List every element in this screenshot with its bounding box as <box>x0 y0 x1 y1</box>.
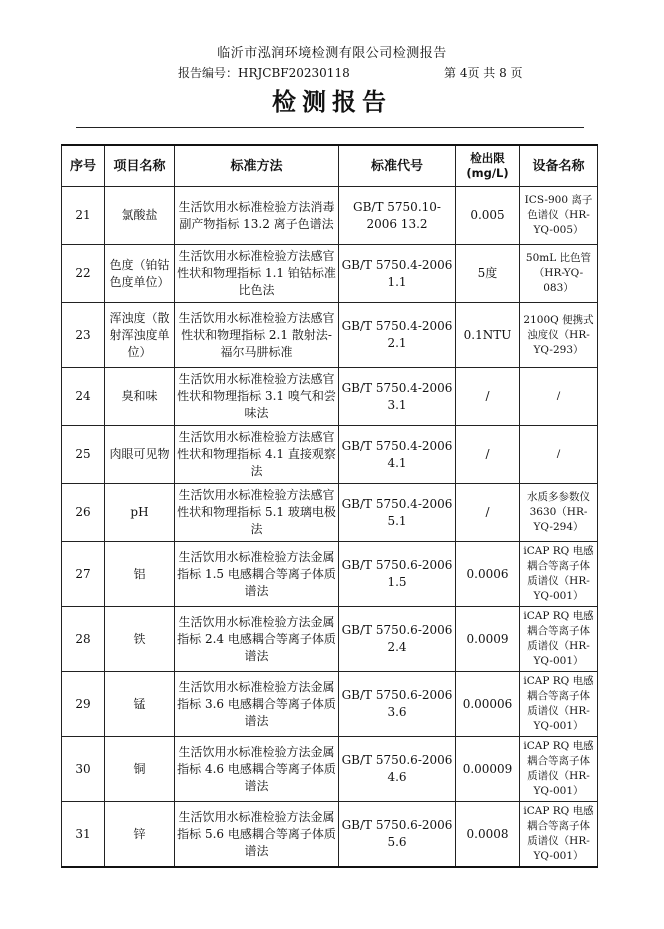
cell-limit: 0.005 <box>456 187 520 245</box>
cell-limit: / <box>456 426 520 484</box>
cell-equipment: iCAP RQ 电感耦合等离子体质谱仪（HR-YQ-001） <box>520 607 598 672</box>
table-row <box>62 737 598 802</box>
cell-no: 23 <box>62 303 105 368</box>
cell-code: GB/T 5750.4-2006 2.1 <box>339 303 456 368</box>
cell-code: GB/T 5750.6-2006 2.4 <box>339 607 456 672</box>
cell-no: 30 <box>62 737 105 802</box>
cell-method: 生活饮用水标准检验方法感官性状和物理指标 3.1 嗅气和尝味法 <box>175 368 339 426</box>
cell-limit: 0.0006 <box>456 542 520 607</box>
cell-item: 臭和味 <box>105 368 175 426</box>
cell-limit: 0.1NTU <box>456 303 520 368</box>
cell-item: pH <box>105 484 175 542</box>
cell-method: 生活饮用水标准检验方法金属指标 2.4 电感耦合等离子体质谱法 <box>175 607 339 672</box>
cell-method: 生活饮用水标准检验方法感官性状和物理指标 5.1 玻璃电极法 <box>175 484 339 542</box>
cell-limit: 0.0009 <box>456 607 520 672</box>
cell-equipment: iCAP RQ 电感耦合等离子体质谱仪（HR-YQ-001） <box>520 672 598 737</box>
report-number: 报告编号：HRJCBF20230118 <box>178 66 350 80</box>
cell-item: 铁 <box>105 607 175 672</box>
col-header-equipment: 设备名称 <box>520 145 598 187</box>
company-report-header: 临沂市泓润环境检测有限公司检测报告 <box>217 46 447 61</box>
cell-code: GB/T 5750.4-2006 4.1 <box>339 426 456 484</box>
cell-code: GB/T 5750.4-2006 3.1 <box>339 368 456 426</box>
cell-no: 31 <box>62 802 105 868</box>
table-row <box>62 426 598 484</box>
col-header-limit <box>456 145 520 187</box>
col-header-no: 序号 <box>62 145 105 187</box>
cell-method: 生活饮用水标准检验方法感官性状和物理指标 1.1 铂钴标准比色法 <box>175 245 339 303</box>
table-row <box>62 542 598 607</box>
table-row <box>62 245 598 303</box>
page-title: 检测报告 <box>272 88 392 116</box>
cell-code: GB/T 5750.6-2006 3.6 <box>339 672 456 737</box>
cell-limit: 0.00009 <box>456 737 520 802</box>
table-row <box>62 607 598 672</box>
cell-method: 生活饮用水标准检验方法消毒副产物指标 13.2 离子色谱法 <box>175 187 339 245</box>
table-row <box>62 303 598 368</box>
cell-item: 浑浊度（散射浑浊度单位） <box>105 303 175 368</box>
cell-item: 锰 <box>105 672 175 737</box>
col-header-item: 项目名称 <box>105 145 175 187</box>
cell-item: 锌 <box>105 802 175 868</box>
cell-item: 肉眼可见物 <box>105 426 175 484</box>
cell-no: 21 <box>62 187 105 245</box>
cell-item: 色度（铂钴色度单位） <box>105 245 175 303</box>
cell-no: 25 <box>62 426 105 484</box>
cell-code: GB/T 5750.4-2006 1.1 <box>339 245 456 303</box>
table-row <box>62 187 598 245</box>
cell-limit: 0.00006 <box>456 672 520 737</box>
cell-no: 22 <box>62 245 105 303</box>
table-row <box>62 802 598 868</box>
cell-method: 生活饮用水标准检验方法金属指标 3.6 电感耦合等离子体质谱法 <box>175 672 339 737</box>
page-number: 第 4页 共 8 页 <box>444 66 523 80</box>
cell-code: GB/T 5750.10-2006 13.2 <box>339 187 456 245</box>
cell-equipment: 50mL 比色管（HR-YQ-083） <box>520 245 598 303</box>
cell-method: 生活饮用水标准检验方法感官性状和物理指标 4.1 直接观察法 <box>175 426 339 484</box>
cell-limit: / <box>456 484 520 542</box>
cell-no: 27 <box>62 542 105 607</box>
cell-equipment: iCAP RQ 电感耦合等离子体质谱仪（HR-YQ-001） <box>520 802 598 868</box>
cell-equipment: 2100Q 便携式浊度仪（HR-YQ-293） <box>520 303 598 368</box>
cell-code: GB/T 5750.6-2006 5.6 <box>339 802 456 868</box>
cell-method: 生活饮用水标准检验方法金属指标 1.5 电感耦合等离子体质谱法 <box>175 542 339 607</box>
table-header-row <box>62 145 598 187</box>
cell-no: 24 <box>62 368 105 426</box>
cell-item: 氯酸盐 <box>105 187 175 245</box>
col-header-code: 标准代号 <box>339 145 456 187</box>
cell-method: 生活饮用水标准检验方法金属指标 4.6 电感耦合等离子体质谱法 <box>175 737 339 802</box>
cell-no: 26 <box>62 484 105 542</box>
cell-equipment: 水质多参数仪 3630（HR-YQ-294） <box>520 484 598 542</box>
cell-equipment: iCAP RQ 电感耦合等离子体质谱仪（HR-YQ-001） <box>520 737 598 802</box>
cell-equipment: / <box>520 426 598 484</box>
title-divider <box>76 127 584 128</box>
cell-no: 29 <box>62 672 105 737</box>
cell-limit: 0.0008 <box>456 802 520 868</box>
detection-methods-table <box>61 144 598 868</box>
col-header-method: 标准方法 <box>175 145 339 187</box>
col-header-limit-line1: 检出限 <box>470 151 505 165</box>
cell-method: 生活饮用水标准检验方法金属指标 5.6 电感耦合等离子体质谱法 <box>175 802 339 868</box>
cell-code: GB/T 5750.6-2006 4.6 <box>339 737 456 802</box>
cell-method: 生活饮用水标准检验方法感官性状和物理指标 2.1 散射法-福尔马肼标准 <box>175 303 339 368</box>
cell-item: 铜 <box>105 737 175 802</box>
table-row <box>62 484 598 542</box>
cell-limit: / <box>456 368 520 426</box>
cell-equipment: ICS-900 离子色谱仪（HR-YQ-005） <box>520 187 598 245</box>
cell-item: 铝 <box>105 542 175 607</box>
table-row <box>62 368 598 426</box>
cell-equipment: / <box>520 368 598 426</box>
cell-code: GB/T 5750.6-2006 1.5 <box>339 542 456 607</box>
table-row <box>62 672 598 737</box>
cell-equipment: iCAP RQ 电感耦合等离子体质谱仪（HR-YQ-001） <box>520 542 598 607</box>
cell-code: GB/T 5750.4-2006 5.1 <box>339 484 456 542</box>
cell-no: 28 <box>62 607 105 672</box>
col-header-limit-line2: (mg/L) <box>466 166 509 180</box>
cell-limit: 5度 <box>456 245 520 303</box>
